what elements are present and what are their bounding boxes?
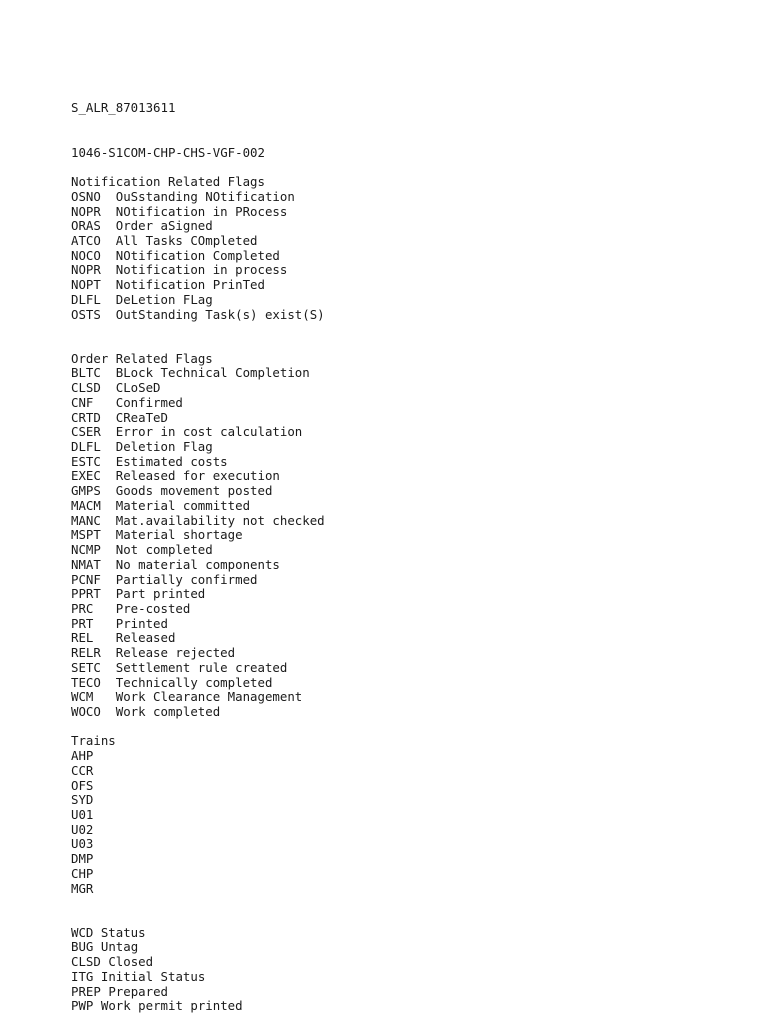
flag-code: GMPS <box>71 483 101 499</box>
flag-code: NMAT <box>71 556 101 572</box>
flag-row <box>71 514 325 529</box>
flag-code: WOCO <box>71 703 101 719</box>
flag-code: CRTD <box>71 409 101 425</box>
flag-row <box>71 602 325 617</box>
flag-code: PRC <box>71 600 94 616</box>
flag-description: Error in cost calculation <box>115 424 303 440</box>
flag-row <box>71 528 325 543</box>
flag-code: REL <box>71 630 94 646</box>
flag-description: Material committed <box>115 497 251 513</box>
flag-row <box>71 308 325 323</box>
flag-description: Released for execution <box>115 468 280 484</box>
flag-code: SETC <box>71 659 101 675</box>
section-title: Order Related Flags <box>71 350 213 366</box>
flag-code: CNF <box>71 394 94 410</box>
flag-description: Partially confirmed <box>115 571 258 587</box>
flag-code: PCNF <box>71 571 101 587</box>
flag-code: EXEC <box>71 468 101 484</box>
flag-description: Pre-costed <box>115 600 191 616</box>
flag-row <box>71 293 325 308</box>
flag-row <box>71 852 325 867</box>
flag-description: NOtification in PRocess <box>115 203 288 219</box>
flag-description: Closed <box>108 954 154 970</box>
flag-code: PPRT <box>71 586 101 602</box>
flag-code: BLTC <box>71 365 101 381</box>
flag-code: ITG <box>71 968 94 984</box>
flag-description: Confirmed <box>115 394 183 410</box>
flag-row <box>71 970 325 985</box>
flag-row <box>71 455 325 470</box>
flag-row <box>71 205 325 220</box>
flag-code: OSTS <box>71 306 101 322</box>
flag-code: CLSD <box>71 380 101 396</box>
flag-row <box>71 249 325 264</box>
flag-row <box>71 587 325 602</box>
section-title: Notification Related Flags <box>71 174 265 190</box>
flag-row <box>71 837 325 852</box>
flag-code: DLFL <box>71 439 101 455</box>
document-id: 1046-S1COM-CHP-CHS-VGF-002 <box>71 144 265 160</box>
flag-code: MANC <box>71 512 101 528</box>
section-title: WCD Status <box>71 924 146 940</box>
flag-row <box>71 381 325 396</box>
flag-row <box>71 808 325 823</box>
flag-description: Material shortage <box>115 527 243 543</box>
flag-description: OuSstanding NOtification <box>115 188 295 204</box>
flag-description: Release rejected <box>115 645 236 661</box>
flag-description: Untag <box>100 939 139 955</box>
flag-description: Work completed <box>115 703 221 719</box>
flag-row <box>71 499 325 514</box>
flag-description: Technically completed <box>115 674 273 690</box>
flag-description: Notification PrinTed <box>115 277 265 293</box>
flag-row <box>71 940 325 955</box>
flag-description: Goods movement posted <box>115 483 273 499</box>
flag-code: ESTC <box>71 453 101 469</box>
flag-description: No material components <box>115 556 280 572</box>
flag-code: RELR <box>71 645 101 661</box>
flag-row <box>71 985 325 1000</box>
flag-description: DeLetion FLag <box>115 291 213 307</box>
flag-code: MSPT <box>71 527 101 543</box>
flag-row <box>71 543 325 558</box>
flag-code: NOCO <box>71 247 101 263</box>
flag-row <box>71 484 325 499</box>
flag-code: OSNO <box>71 188 101 204</box>
flag-code: SYD <box>71 792 94 808</box>
flag-row <box>71 764 325 779</box>
blank-line <box>71 322 325 337</box>
flag-code: PREP <box>71 983 101 999</box>
flag-code: WCM <box>71 689 94 705</box>
flag-description: CReaTeD <box>115 409 168 425</box>
flag-row <box>71 646 325 661</box>
flag-row <box>71 234 325 249</box>
flag-row <box>71 749 325 764</box>
flag-code: MGR <box>71 880 94 896</box>
flag-row <box>71 882 325 897</box>
flag-code: PWP <box>71 998 94 1014</box>
flag-row <box>71 469 325 484</box>
flag-row <box>71 573 325 588</box>
flag-row <box>71 823 325 838</box>
flag-row <box>71 366 325 381</box>
flag-code: MACM <box>71 497 101 513</box>
flag-row <box>71 263 325 278</box>
flag-row <box>71 867 325 882</box>
flag-code: CCR <box>71 762 94 778</box>
flag-row <box>71 440 325 455</box>
flag-row <box>71 631 325 646</box>
flag-description: Released <box>115 630 176 646</box>
flag-row <box>71 793 325 808</box>
flag-code: DLFL <box>71 291 101 307</box>
flag-description: Prepared <box>108 983 168 999</box>
flag-row <box>71 690 325 705</box>
flag-row <box>71 278 325 293</box>
flag-code: CHP <box>71 865 94 881</box>
flag-code: NCMP <box>71 542 101 558</box>
blank-line <box>71 337 325 352</box>
flag-description: Order aSigned <box>115 218 213 234</box>
flag-description: Part printed <box>115 586 206 602</box>
flag-code: NOPR <box>71 262 101 278</box>
flag-description: Work Clearance Management <box>115 689 303 705</box>
flag-code: TECO <box>71 674 101 690</box>
flag-code: ORAS <box>71 218 101 234</box>
flag-row <box>71 617 325 632</box>
flag-description: BLock Technical Completion <box>115 365 310 381</box>
flag-code: OFS <box>71 777 94 793</box>
report-name: S_ALR_87013611 <box>71 100 176 116</box>
flag-row <box>71 425 325 440</box>
flag-description: Work permit printed <box>100 998 243 1014</box>
blank-line <box>71 720 325 735</box>
flag-description: NOtification Completed <box>115 247 280 263</box>
flag-row <box>71 411 325 426</box>
flag-code: AHP <box>71 748 94 764</box>
flag-row <box>71 999 325 1014</box>
flag-code: U01 <box>71 807 94 823</box>
flag-row <box>71 705 325 720</box>
flag-row <box>71 396 325 411</box>
flag-code: BUG <box>71 939 94 955</box>
flag-description: CLoSeD <box>115 380 161 396</box>
blank-line <box>71 896 325 911</box>
flag-code: NOPT <box>71 277 101 293</box>
flag-description: Estimated costs <box>115 453 228 469</box>
flag-code: CLSD <box>71 954 101 970</box>
flag-code: CSER <box>71 424 101 440</box>
flag-row <box>71 955 325 970</box>
flag-description: OutStanding Task(s) exist(S) <box>115 306 325 322</box>
flag-row <box>71 661 325 676</box>
flag-row <box>71 676 325 691</box>
flag-description: Not completed <box>115 542 213 558</box>
flag-code: ATCO <box>71 232 101 248</box>
section-title: Trains <box>71 733 116 749</box>
flag-description: Settlement rule created <box>115 659 288 675</box>
flag-row <box>71 219 325 234</box>
flag-code: NOPR <box>71 203 101 219</box>
flag-code: U02 <box>71 821 94 837</box>
blank-line <box>71 911 325 926</box>
flag-row <box>71 779 325 794</box>
flag-code: PRT <box>71 615 94 631</box>
flag-description: All Tasks COmpleted <box>115 232 258 248</box>
flag-description: Printed <box>115 615 168 631</box>
flag-description: Notification in process <box>115 262 288 278</box>
document-body <box>71 72 325 1014</box>
flag-description: Deletion Flag <box>115 439 213 455</box>
flag-code: U03 <box>71 836 94 852</box>
flag-description: Initial Status <box>100 968 206 984</box>
flag-row <box>71 558 325 573</box>
flag-description: Mat.availability not checked <box>115 512 325 528</box>
flag-row <box>71 190 325 205</box>
flag-code: DMP <box>71 851 94 867</box>
